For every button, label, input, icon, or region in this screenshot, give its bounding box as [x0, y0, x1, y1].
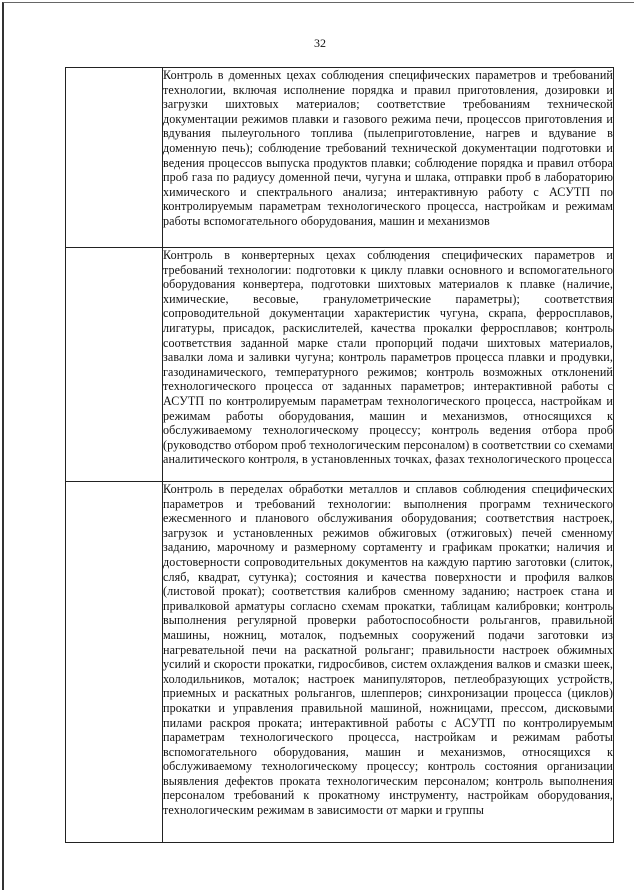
content-table [65, 67, 614, 843]
table-row [66, 248, 614, 482]
page-number: 32 [314, 36, 326, 50]
table-row [66, 482, 614, 843]
table-row [66, 68, 614, 248]
table-cell-empty [66, 248, 163, 482]
table-cell-text: Контроль в доменных цехах соблюдения специфических параметров и требований технологии, включая исполнение порядка и правил приготовления, дозировки и загрузки шихтовых материалов; соответствие требованиям технической документации режимов плавки и газового режима печи, процессов приготовления и вдувания пылеугольного топлива (пылеприготовление, нагрев и вдувание в доменную печь); соблюдение требований технической документации подготовки и ведения процессов выпуска продуктов плавки; соблюдение порядка и правил отбора проб газа по радиусу доменной печи, чугуна и шлака, отправки проб в лабораторию химического и спектрального анализа; интерактивную работу с АСУТП по контролируемым параметрам технологического процесса, настройкам и режимам работы вспомогательного оборудования, машин и механизмов [163, 68, 614, 248]
table-cell-empty [66, 482, 163, 843]
table-cell-text: Контроль в конвертерных цехах соблюдения специфических параметров и требований технологии: подготовки к циклу плавки основного и вспомогательного оборудования конвертера, подготовки шихтовых материалов к плавке (наличие, химические, весовые, гранулометрические параметры); соответствия сопроводительной документации характеристик чугуна, скрапа, ферросплавов, лигатуры, присадок, раскислителей, качества прокалки ферросплавов; контроль соответствия заданной марке стали пропорций подачи шихтовых материалов, завалки лома и заливки чугуна; контроль параметров процесса плавки и продувки, газодинамического, температурного режимов; контроль возможных отклонений технологического процесса от заданных параметров; интерактивной работы с АСУТП по контролируемым параметрам технологического процесса, настройкам и режимам работы оборудования, машин и механизмов, относящихся к обслуживаемому технологическому процессу; контроль ведения отбора проб (руководство отбором проб технологическим персоналом) в соответствии со схемами аналитического контроля, в установленных точках, фазах технологического процесса [163, 248, 614, 482]
table-cell-text: Контроль в переделах обработки металлов и сплавов соблюдения специфических параметров и требований технологии: выполнения программ технического ежесменного и планового обслуживания оборудования; соответствия настроек, загрузок и установленных режимов обжиговых (отжиговых) печей сменному заданию, марочному и размерному сортаменту и графикам прокатки; наличия и достоверности сопроводительных документов на каждую партию заготовки (слиток, сляб, квадрат, сутунка); состояния и качества поверхности и профиля валков (листовой прокат); соответствия калибров сменному заданию; настроек стана и привалковой арматуры согласно схемам прокатки, таблицам калибровки; контроль выполнения регулярной проверки работоспособности рольгангов, правильной машины, ножниц, моталок, подъемных сооружений подачи заготовки из нагревательной печи на раскатной рольганг; правильности настроек обжимных усилий и скорости прокатки, гидросбивов, систем охлаждения валков и смазки шеек, холодильников, моталок; настроек манипуляторов, петлеобразующих устройств, приемных и раскатных рольгангов, шлепперов; синхронизации процесса (циклов) прокатки и управления правильной машиной, ножницами, прессом, дисковыми пилами раскроя проката; интерактивной работы с АСУТП по контролируемым параметрам технологического процесса, настройкам и режимам работы вспомогательного оборудования, машин и механизмов, относящихся к обслуживаемому технологическому процессу; контроль состояния организации выявления дефектов проката технологическим персоналом; контроль выполнения персоналом требований к прокатному инструменту, настройкам оборудования, технологическим режимам в зависимости от марки и группы [163, 482, 614, 843]
table-cell-empty [66, 68, 163, 248]
